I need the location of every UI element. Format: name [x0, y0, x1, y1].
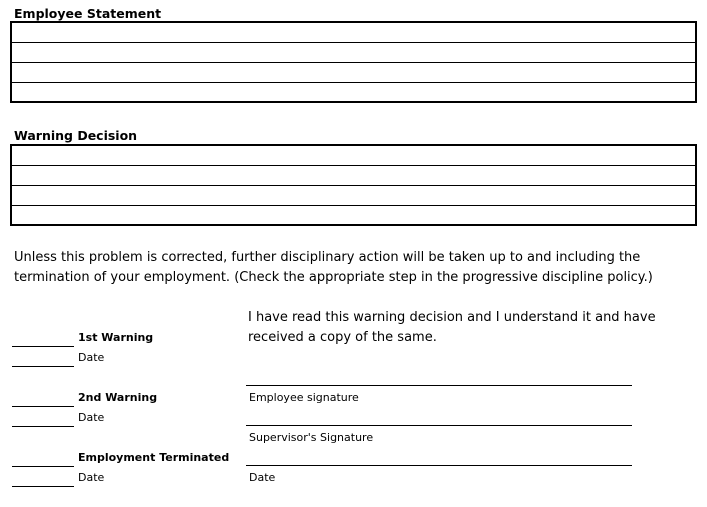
signature-date-line[interactable] [246, 465, 632, 466]
employee-signature-label: Employee signature [249, 391, 359, 404]
warning-decision-title: Warning Decision [14, 128, 138, 143]
step-2-check-blank[interactable] [12, 406, 74, 407]
step-3-date-label: Date [78, 471, 105, 484]
warning-decision-box[interactable] [10, 144, 697, 226]
step-2-label: 2nd Warning [78, 391, 158, 404]
acknowledgement-text: I have read this warning decision and I understand it and have received a copy of the same. [248, 310, 656, 345]
employee-statement-box[interactable] [10, 21, 697, 103]
employee-statement-line-3 [12, 82, 695, 83]
step-1-date-label: Date [78, 351, 105, 364]
step-3-label: Employment Terminated [78, 451, 230, 464]
discipline-notice: Unless this problem is corrected, further disciplinary action will be taken up to and including the termination of your employment. (Check the appropriate step in the progressive discipline policy.) [14, 250, 653, 285]
step-3-date-blank[interactable] [12, 486, 74, 487]
employee-statement-line-1 [12, 42, 695, 43]
supervisor-signature-label: Supervisor's Signature [249, 431, 374, 444]
warning-decision-line-2 [12, 185, 695, 186]
employee-statement-title: Employee Statement [14, 6, 162, 21]
supervisor-signature-line[interactable] [246, 425, 632, 426]
step-1-check-blank[interactable] [12, 346, 74, 347]
warning-decision-line-3 [12, 205, 695, 206]
step-2-date-blank[interactable] [12, 426, 74, 427]
signature-date-label: Date [249, 471, 276, 484]
step-3-check-blank[interactable] [12, 466, 74, 467]
warning-decision-line-1 [12, 165, 695, 166]
employee-signature-line[interactable] [246, 385, 632, 386]
employee-statement-line-2 [12, 62, 695, 63]
step-1-label: 1st Warning [78, 331, 154, 344]
step-2-date-label: Date [78, 411, 105, 424]
step-1-date-blank[interactable] [12, 366, 74, 367]
